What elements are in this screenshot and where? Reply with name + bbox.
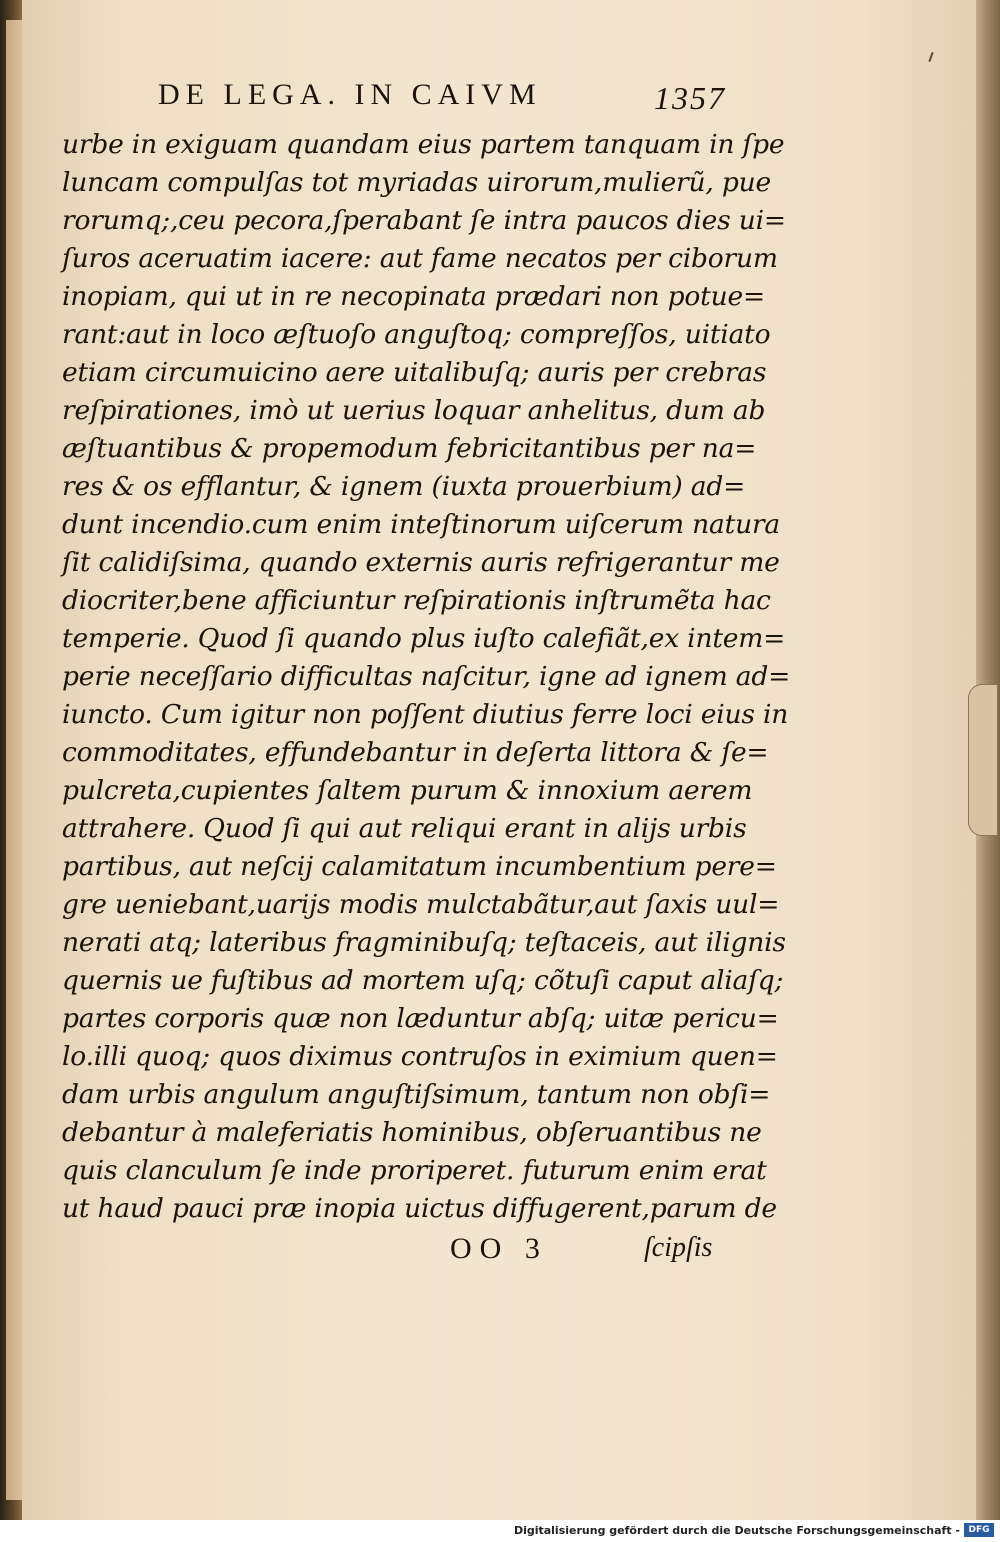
catchword: ſcipſis [644,1232,713,1263]
text-line: urbe in exiguam quandam eius partem tanquam in ſpe [62,129,785,160]
text-line: temperie. Quod ſi quando plus iuſto calefiãt,ex intem= [62,623,786,654]
text-line: pulcreta,cupientes ſaltem purum & innoxium aerem [62,775,753,806]
text-line: reſpirationes, imò ut uerius loquar anhelitus, dum ab [62,395,766,426]
text-line: partibus, aut neſcij calamitatum incumbentium pere= [62,851,777,882]
text-line: rant:aut in loco æſtuoſo anguſtoq; compreſſos, uitiato [62,319,771,350]
text-line: iuncto. Cum igitur non poſſent diutius ferre loci eius in [62,699,789,730]
text-line: commoditates, effundebantur in deſerta littora & ſe= [62,737,769,768]
text-line: æſtuantibus & propemodum febricitantibus per na= [62,433,757,464]
body-text [62,126,802,1228]
page-number: 1357 [654,80,726,116]
text-line: perie neceſſario difficultas naſcitur, igne ad ignem ad= [62,661,791,692]
text-line: attrahere. Quod ſi qui aut reliqui erant in alijs urbis [62,813,747,844]
page-header [62,78,802,126]
text-line: luncam compulſas tot myriadas uirorum,mulierũ, pue [62,167,771,198]
text-line: res & os efflantur, & ignem (iuxta prouerbium) ad= [62,471,746,502]
text-line: inopiam, qui ut in re necopinata prædari non potue= [62,281,765,312]
text-column [62,78,802,1272]
funding-credit: Digitalisierung gefördert durch die Deutsche Forschungsgemeinschaft - [513,1524,960,1537]
text-line: diocriter,bene afficiuntur reſpirationis inſtrumẽta hac [62,585,771,616]
facing-page-edge [6,20,23,1500]
text-line: quis clanculum ſe inde proriperet. futurum enim erat [62,1155,767,1186]
digitization-credit-bar [0,1520,1000,1542]
text-line: ſit calidiſsima, quando externis auris refrigerantur me [62,547,780,578]
text-line: ſuros aceruatim iacere: aut fame necatos per ciborum [62,243,778,274]
text-line: ut haud pauci præ inopia uictus diffugerent,parum de [62,1193,777,1224]
text-line: rorumq;,ceu pecora,ſperabant ſe intra paucos dies ui= [62,205,786,236]
text-line: nerati atq; lateribus fragminibuſq; teſtaceis, aut ilignis [62,927,786,958]
signature-mark: OO 3 [450,1232,548,1265]
text-line: gre ueniebant,uarijs modis mulctabãtur,aut ſaxis uul= [62,889,780,920]
running-head: DE LEGA. IN CAIVM [158,78,542,111]
text-line: dunt incendio.cum enim inteſtinorum uiſcerum natura [62,509,781,540]
text-line: lo.illi quoq; quos diximus contruſos in eximium quen= [62,1041,778,1072]
text-line: dam urbis angulum anguſtiſsimum, tantum non obſi= [62,1079,771,1110]
page-tab-notch [968,684,998,836]
text-line: partes corporis quæ non læduntur abſq; uitæ pericu= [62,1003,779,1034]
text-line: debantur à maleferiatis hominibus, obſeruantibus ne [62,1117,762,1148]
dfg-logo[interactable]: DFG [964,1523,994,1537]
text-line: quernis ue fuſtibus ad mortem uſq; cõtuſi caput aliaſq; [62,965,784,996]
text-line: etiam circumuicino aere uitalibuſq; auris per crebras [62,357,767,388]
page-footer [62,1228,802,1272]
